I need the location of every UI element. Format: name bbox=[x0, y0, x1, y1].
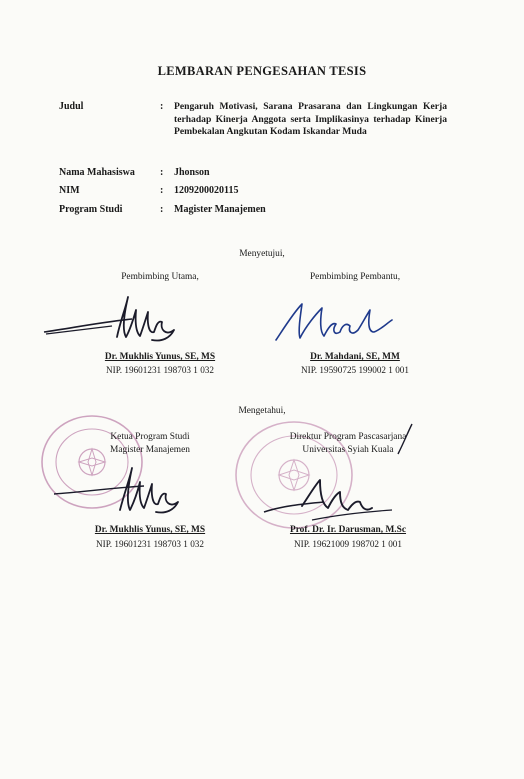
director-role-line2: Universitas Syiah Kuala bbox=[302, 445, 394, 455]
field-colon: : bbox=[160, 101, 164, 112]
field-label-judul: Judul bbox=[59, 101, 84, 112]
field-label-nim: NIM bbox=[59, 185, 80, 196]
acknowledge-heading: Mengetahui, bbox=[238, 406, 286, 416]
program-head-name: Dr. Mukhlis Yunus, SE, MS bbox=[94, 525, 206, 535]
field-value-nim: 1209200020115 bbox=[174, 185, 239, 196]
director-nip: NIP. 19621009 198702 1 001 bbox=[294, 539, 402, 549]
field-colon: : bbox=[160, 185, 164, 196]
program-head-signature bbox=[52, 462, 192, 522]
field-value-nama: Jhonson bbox=[174, 167, 210, 178]
supervisor-main-nip: NIP. 19601231 198703 1 032 bbox=[106, 365, 214, 375]
director-name: Prof. Dr. Ir. Darusman, M.Sc bbox=[289, 525, 407, 535]
supervisor-main-signature bbox=[42, 292, 192, 350]
supervisor-assistant-name: Dr. Mahdani, SE, MM bbox=[310, 352, 400, 362]
program-head-nip: NIP. 19601231 198703 1 032 bbox=[96, 539, 204, 549]
program-head-role-line1: Ketua Program Studi bbox=[110, 432, 190, 442]
supervisor-assistant-role: Pembimbing Pembantu, bbox=[309, 272, 401, 282]
document-title: LEMBARAN PENGESAHAN TESIS bbox=[157, 64, 367, 78]
program-head-role-line2: Magister Manajemen bbox=[110, 445, 190, 455]
approval-heading: Menyetujui, bbox=[239, 249, 285, 259]
director-signature bbox=[262, 420, 422, 530]
supervisor-assistant-signature bbox=[270, 298, 400, 348]
field-label-nama: Nama Mahasiswa bbox=[59, 167, 135, 178]
supervisor-main-role: Pembimbing Utama, bbox=[121, 272, 199, 282]
field-value-judul: Pengaruh Motivasi, Sarana Prasarana dan Lingkungan Kerja terhadap Kinerja Anggota serta Implikasinya terhadap Kinerja Pembekalan Angkutan Kodam Iskandar Muda bbox=[174, 101, 447, 137]
field-colon: : bbox=[160, 204, 164, 215]
field-value-prodi: Magister Manajemen bbox=[174, 204, 266, 215]
field-label-prodi: Program Studi bbox=[59, 204, 123, 215]
supervisor-assistant-nip: NIP. 19590725 199002 1 001 bbox=[301, 365, 409, 375]
supervisor-main-name: Dr. Mukhlis Yunus, SE, MS bbox=[104, 352, 216, 362]
field-colon: : bbox=[160, 167, 164, 178]
director-role-line1: Direktur Program Pascasarjana bbox=[289, 432, 407, 442]
